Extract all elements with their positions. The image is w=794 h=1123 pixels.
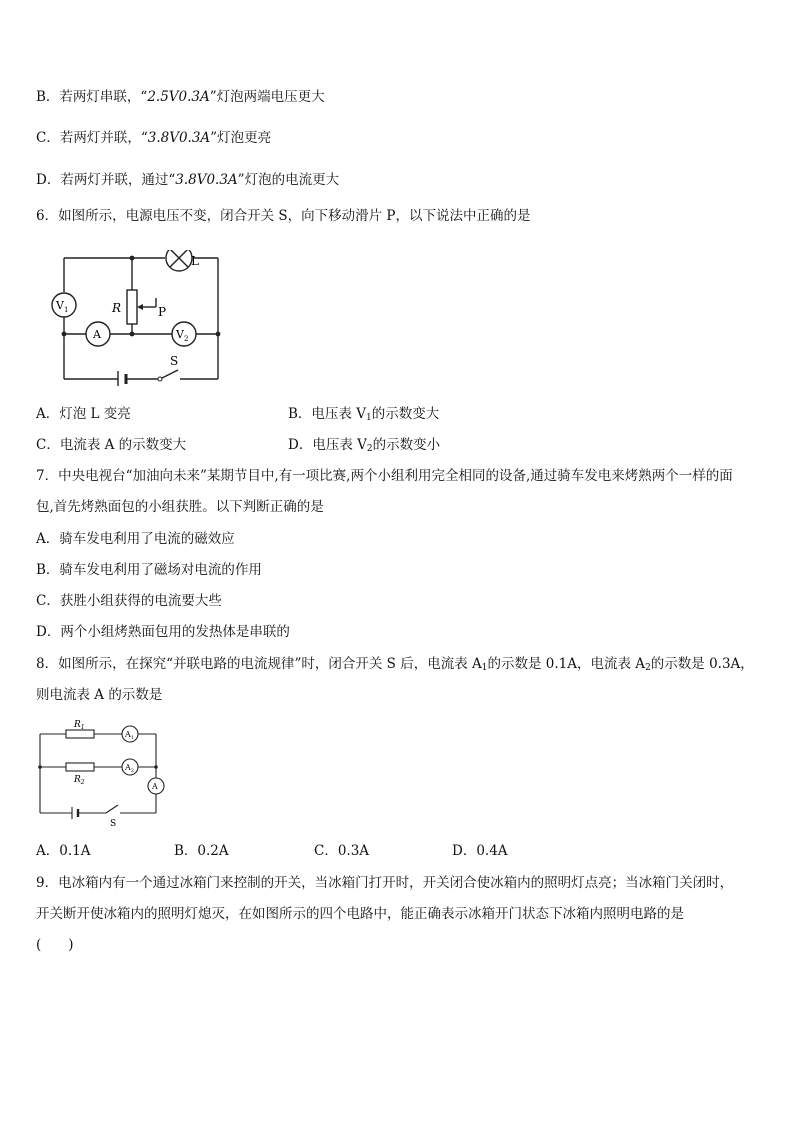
q7-stem-line2: 包,首先烤熟面包的小组获胜。以下判断正确的是: [36, 499, 324, 515]
q7-option-c: C．获胜小组获得的电流要大些: [36, 593, 222, 609]
q6-label-v2: $V_2$: [176, 328, 189, 343]
q8-label-r1: $R_1$: [74, 720, 85, 731]
q8-option-c: C．0.3A: [314, 843, 370, 859]
q5-option-b: B．若两灯串联，“2.5V0.3A”灯泡两端电压更大: [36, 89, 325, 105]
q9-stem-line1: 9．电冰箱内有一个通过冰箱门来控制的开关，当冰箱门打开时，开关闭合使冰箱内的照明灯点亮；当冰箱门关闭时，: [36, 875, 734, 891]
q6-label-l: L: [191, 254, 199, 268]
q8-label-s: S: [110, 819, 117, 828]
q8-label-a1: $A_1$: [125, 730, 134, 741]
q6-circuit-figure: [40, 250, 240, 386]
q8-option-d: D．0.4A: [452, 843, 508, 859]
q6-label-a: A: [93, 328, 101, 341]
q5-option-c-spec: 3.8V0.3A: [147, 130, 211, 146]
q8-circuit-figure: [36, 716, 176, 828]
q8-option-b: B．0.2A: [174, 843, 229, 859]
q8-stem-line1: 8．如图所示，在探究“并联电路的电流规律”时，闭合开关 S 后，电流表 $A_1$的示数是 0.1A，电流表 $A_2$的示数是 0.3A，: [36, 656, 754, 673]
q6-option-d: D．电压表 $V_2$的示数变小: [288, 437, 441, 454]
q6-option-a: A．灯泡 L 变亮: [36, 406, 131, 422]
q7-option-b: B．骑车发电利用了磁场对电流的作用: [36, 562, 262, 578]
q5-option-d: D．若两灯并联，通过“3.8V0.3A”灯泡的电流更大: [36, 172, 340, 188]
q6-option-c: C．电流表 A 的示数变大: [36, 437, 187, 453]
q5-option-d-spec: 3.8V0.3A: [175, 172, 238, 188]
q9-stem-line2: 开关断开使冰箱内的照明灯熄灭，在如图所示的四个电路中，能正确表示冰箱开门状态下冰箱内照明电路的是: [36, 906, 684, 922]
q6-stem: 6．如图所示，电源电压不变，闭合开关 S，向下移动滑片 P，以下说法中正确的是: [36, 208, 531, 224]
q6-label-v1: $V_1$: [56, 299, 69, 314]
q6-label-s: S: [170, 354, 179, 368]
q6-label-p: P: [158, 305, 167, 319]
q5-option-c: C．若两灯并联，“3.8V0.3A”灯泡更亮: [36, 130, 272, 146]
q7-option-d: D．两个小组烤熟面包用的发热体是串联的: [36, 624, 290, 640]
q8-label-a2: $A_2$: [125, 763, 134, 774]
q6-option-b: B．电压表 $V_1$的示数变大: [288, 406, 440, 423]
q7-option-a: A．骑车发电利用了电流的磁效应: [36, 531, 235, 547]
q9-answer-bracket: ( ): [36, 937, 74, 953]
q8-stem-line2: 则电流表 A 的示数是: [36, 687, 163, 703]
q5-option-b-spec: 2.5V0.3A: [147, 89, 210, 105]
q8-label-r2: $R_2$: [74, 775, 85, 786]
q6-label-r: R: [112, 301, 122, 315]
q8-label-a: A: [152, 782, 158, 791]
q7-stem-line1: 7．中央电视台“加油向未来”某期节目中,有一项比赛,两个小组利用完全相同的设备,通过骑车发电来烤熟两个一样的面: [36, 468, 733, 484]
q8-option-a: A．0.1A: [36, 843, 91, 859]
